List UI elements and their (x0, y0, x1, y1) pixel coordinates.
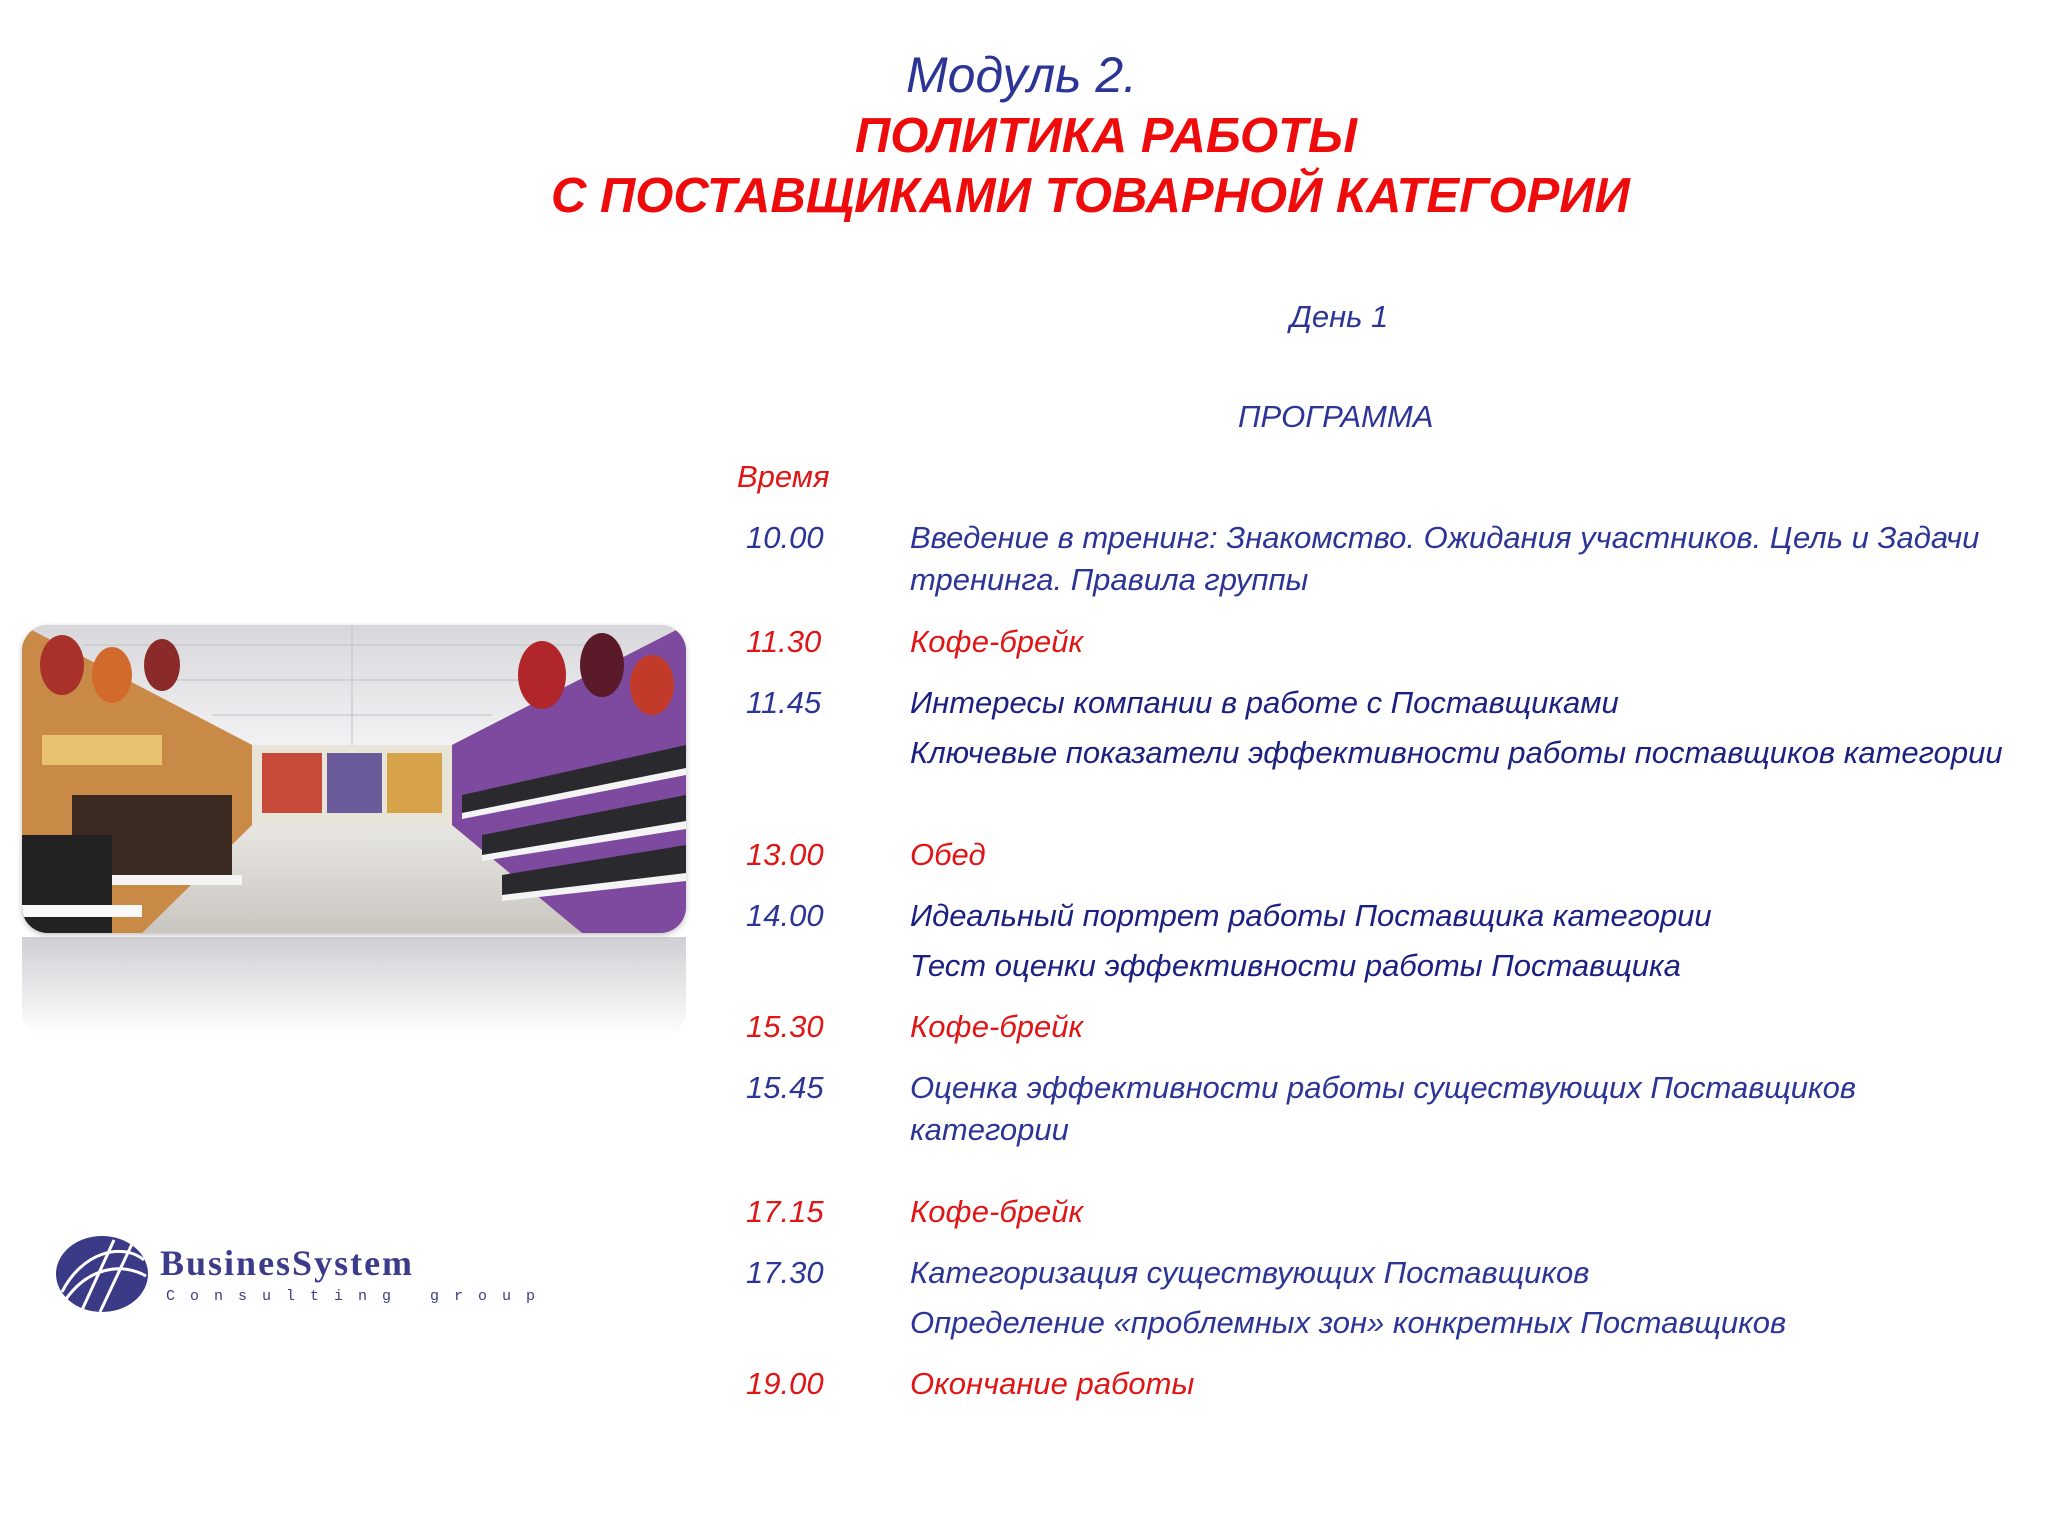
row-time: 17.30 (746, 1255, 824, 1290)
time-column-header: Время (737, 459, 830, 494)
photo-reflection (22, 937, 686, 1037)
row-desc: Кофе-брейк (910, 1009, 1084, 1044)
row-desc: Интересы компании в работе с Поставщиками (910, 685, 1619, 720)
row-time: 14.00 (746, 898, 824, 933)
row-time: 10.00 (746, 520, 824, 555)
row-time: 15.30 (746, 1009, 824, 1044)
row-desc-2: Ключевые показатели эффективности работы поставщиков категории (910, 735, 2003, 770)
row-desc: Идеальный портрет работы Поставщика категории (910, 898, 1712, 933)
businessystem-logo-icon (52, 1232, 152, 1316)
row-time: 13.00 (746, 837, 824, 872)
row-desc: Обед (910, 837, 986, 872)
row-time: 11.30 (746, 624, 822, 659)
row-desc: Кофе-брейк (910, 1194, 1084, 1229)
store-photo (22, 625, 686, 933)
row-desc: Введение в тренинг: Знакомство. Ожидания участников. Цель и Задачи тренинга. Правила группы (910, 520, 1980, 597)
day-label: День 1 (1290, 299, 1389, 334)
logo-name: BusinesSystem (160, 1243, 415, 1283)
logo-subtitle: Consulting group (166, 1288, 551, 1305)
row-time: 17.15 (746, 1194, 824, 1229)
module-label: Модуль 2. (906, 47, 1138, 103)
program-label: ПРОГРАММА (1238, 399, 1434, 434)
row-time: 19.00 (746, 1366, 824, 1401)
title-line-1: ПОЛИТИКА РАБОТЫ (855, 109, 1357, 163)
row-desc: Окончание работы (910, 1366, 1195, 1401)
row-time: 15.45 (746, 1070, 824, 1105)
row-desc: Оценка эффективности работы существующих Поставщиков категории (910, 1070, 1857, 1147)
row-desc: Кофе-брейк (910, 624, 1084, 659)
row-desc: Категоризация существующих Поставщиков (910, 1255, 1590, 1290)
row-desc-2: Тест оценки эффективности работы Поставщика (910, 948, 1681, 983)
title-line-2: С ПОСТАВЩИКАМИ ТОВАРНОЙ КАТЕГОРИИ (551, 169, 1630, 223)
row-time: 11.45 (746, 685, 822, 720)
row-desc-2: Определение «проблемных зон» конкретных Поставщиков (910, 1305, 1787, 1340)
